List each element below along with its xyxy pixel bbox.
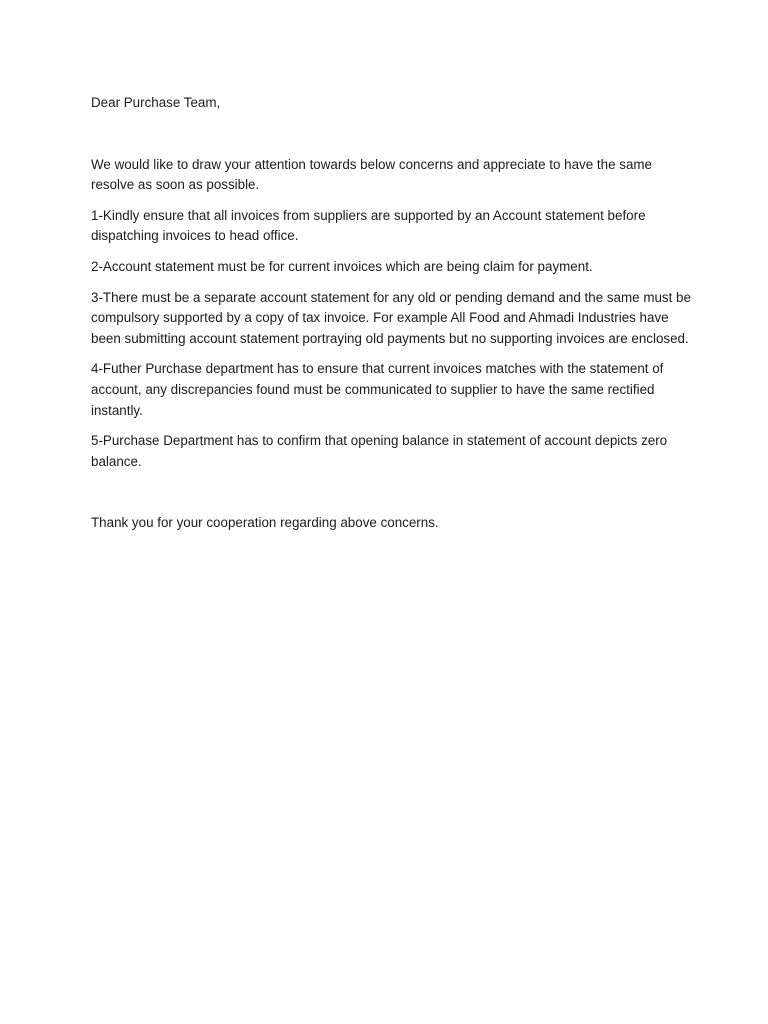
point-2: 2-Account statement must be for current invoices which are being claim for payment. — [91, 258, 593, 274]
point-4: 4-Futher Purchase department has to ensure that current invoices matches with the statement of account, any discrepancies found must be communicated to supplier to have the same rectified instantly. — [91, 361, 664, 418]
letter-body — [91, 93, 691, 534]
intro-paragraph: We would like to draw your attention towards below concerns and appreciate to have the same resolve as soon as possible. — [91, 156, 652, 193]
closing-line: Thank you for your cooperation regarding above concerns. — [91, 515, 439, 531]
salutation: Dear Purchase Team, — [91, 95, 221, 110]
point-5: 5-Purchase Department has to confirm that opening balance in statement of account depicts zero balance. — [91, 433, 668, 469]
point-3: 3-There must be a separate account statement for any old or pending demand and the same must be compulsory supported by a copy of tax invoice. For example All Food and Ahmadi Industries have been submitting account statement portraying old payments but no supporting invoices are enclosed. — [91, 289, 691, 346]
point-1: 1-Kindly ensure that all invoices from suppliers are supported by an Account statement before dispatching invoices to head office. — [91, 207, 646, 244]
